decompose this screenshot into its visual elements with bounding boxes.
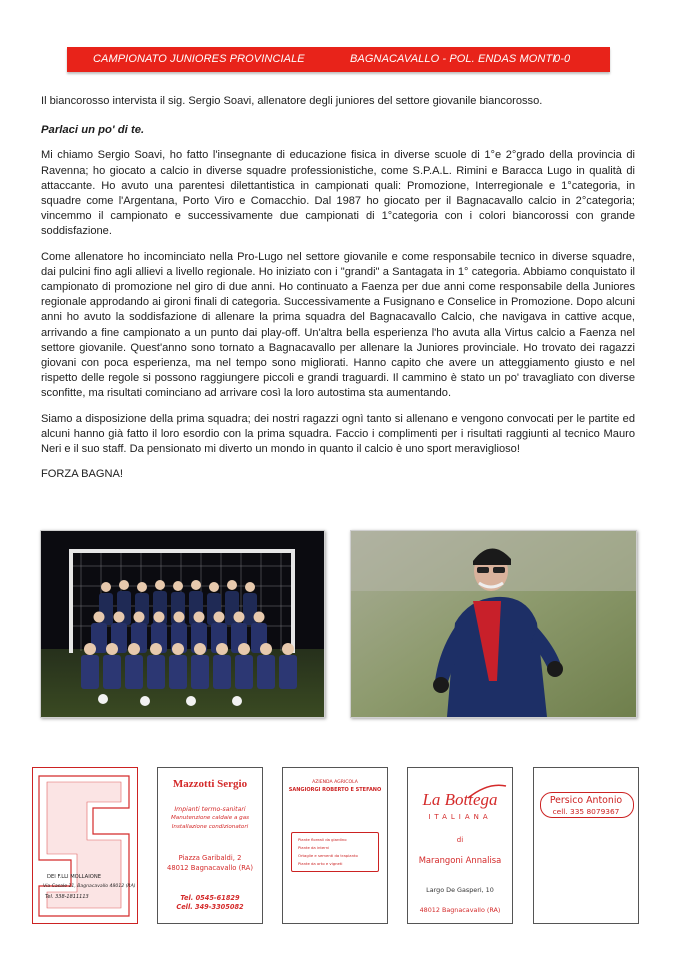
coach-photo: [350, 530, 637, 718]
sponsor-mazzotti-cell: Cell. 349-3305082: [176, 903, 244, 911]
sponsor-mazzotti-service: Impianti termo-sanitari: [174, 806, 246, 813]
sponsor-sangiorgi-item: Piante da orto e vigneti: [298, 861, 343, 866]
sponsor-mollaione: [32, 767, 138, 924]
competition-label: CAMPIONATO JUNIORES PROVINCIALE: [93, 53, 305, 65]
sponsor-mazzotti-tel: Tel. 0545-61829: [180, 894, 240, 902]
team-photo-illustration: [41, 531, 324, 717]
sponsor-mazzotti-city: 48012 Bagnacavallo (RA): [167, 864, 253, 872]
sponsor-persico-cell: cell. 335 8079367: [552, 807, 620, 816]
sponsor-la-bottega-sub: ITALIANA: [428, 813, 492, 821]
sponsor-la-bottega-city: 48012 Bagnacavallo (RA): [419, 906, 501, 914]
match-banner: [67, 47, 610, 72]
sponsor-mollaione-phone: Tel. 338-1811113: [45, 894, 89, 900]
sponsor-mazzotti-service: Installazione condizionatori: [171, 824, 249, 830]
sponsor-la-bottega-di: di: [456, 836, 464, 844]
sponsor-sangiorgi-name: SANGIORGI ROBERTO E STEFANO: [288, 787, 382, 793]
match-label: BAGNACAVALLO - POL. ENDAS MONTI: [350, 53, 556, 65]
sponsor-mazzotti-service: Manutenzione caldaie a gas: [170, 815, 250, 821]
sponsor-sangiorgi-item: Piante da interni: [298, 845, 330, 850]
sponsor-mollaione-address: Via Casale 11, Bagnacavallo 48012 (RA): [43, 884, 136, 889]
coach-photo-illustration: [351, 531, 636, 717]
article-paragraph: Siamo a disposizione della prima squadra; dei nostri ragazzi ognì tanto si allenano e vengono convocati per le partite ed alcuni hanno già fatto il loro esordio con la prima squadra. Faccio i complimenti per i risultati raggiunti al tecnico Mauro Neri e il suo staff. Da pensionato mi diverto un mondo in quanto il calcio è uno sport meraviglioso!: [41, 412, 635, 456]
sponsor-mazzotti-address: Piazza Garibaldi, 2: [178, 854, 242, 862]
sponsor-la-bottega-brand: La Bottega: [422, 790, 498, 809]
team-photo: [40, 530, 325, 718]
sponsor-mazzotti-name: Mazzotti Sergio: [172, 778, 248, 790]
article-paragraph: Mi chiamo Sergio Soavi, ho fatto l'insegnante di educazione fisica in diverse scuole di 1°e 2°grado della provincia di Ravenna; ho giocato a calcio in diverse squadre professionistiche, come S.P.A.L. Rimini e Baracca Lugo in qualità di attaccante. Ho avuto una parentesi dilettantistica in campionati quali: Promozione, Interregionale e 1°categoria, in squadre come l'Argentana, Porto Viro e Comacchio. Dal 1987 ho giocato per il Bagnacavallo calcio in 2°categoria; vincemmo il campionato e successivamente due campionati di 1°categoria con i colori biancorossi con grande soddisfazione.: [41, 149, 635, 238]
interview-question: Parlaci un po' di te.: [41, 124, 145, 137]
sponsor-sangiorgi: [282, 767, 388, 924]
sponsor-la-bottega: [407, 767, 513, 924]
swoosh-icon: [408, 782, 512, 802]
sponsor-persico-name: Persico Antonio: [549, 795, 623, 806]
sponsor-mollaione-name: DEI F.LLI MOLLAIONE: [47, 874, 101, 880]
article-intro: Il biancorosso intervista il sig. Sergio Soavi, allenatore degli juniores del settore giovanile biancorosso.: [41, 95, 543, 107]
sponsor-persico: [533, 767, 639, 924]
sponsor-sangiorgi-box: [291, 832, 379, 872]
sponsor-mazzotti: [157, 767, 263, 924]
article-closing: FORZA BAGNA!: [41, 468, 123, 481]
article-paragraph: Come allenatore ho incominciato nella Pro-Lugo nel settore giovanile e come responsabile tecnico in diverse squadre, dai pulcini fino agli allievi a livello regionale. Ho iniziato con i "grandi" a Santagata in 1° categoria. Abbiamo conquistato il campionato di promozione nel giro di due anni. Ho continuato a Faenza per due anni come responsabile della Juniores regionale approdando ai gironi finali di categoria. Successivamente a Fusignano e Conselice in Promozione. Dopo alcuni anni ho avuto la soddisfazione di allenare la prima squadra del Bagnacavallo Calcio, che navigava in cattive acque, arrivando a fine campionato a un punto dai play-off. Un'altra bella esperienza l'ho avuta alla Virtus calcio a Faenza nel settore giovanile. Quest'anno sono tornato a Bagnacavallo per allenare la Juniores provinciale. Ho trovato dei ragazzi giovani con poca esperienza, ma nel tempo sono migliorati. Hanno capito che avere un atteggiamento giusto e nel rispetto delle regole si possono raggiungere piccoli e grandi traguardi. Il cammino è stato un po' travagliato con diverse sconfitte, ma risultati cominciano ad arrivare così la loro autostima sta aumentando.: [41, 250, 635, 400]
match-score: 0-0: [554, 53, 571, 65]
sponsor-sangiorgi-item: Ortaglie e sementi da trapianto: [298, 853, 358, 858]
sponsor-la-bottega-address: Largo De Gasperi, 10: [426, 886, 494, 894]
interview-article: [41, 94, 635, 492]
sponsor-la-bottega-owner: Marangoni Annalisa: [418, 855, 502, 865]
sponsor-sangiorgi-item: Piante floreali da giardino: [298, 837, 347, 842]
sponsor-sangiorgi-header: AZIENDA AGRICOLA: [312, 780, 358, 785]
